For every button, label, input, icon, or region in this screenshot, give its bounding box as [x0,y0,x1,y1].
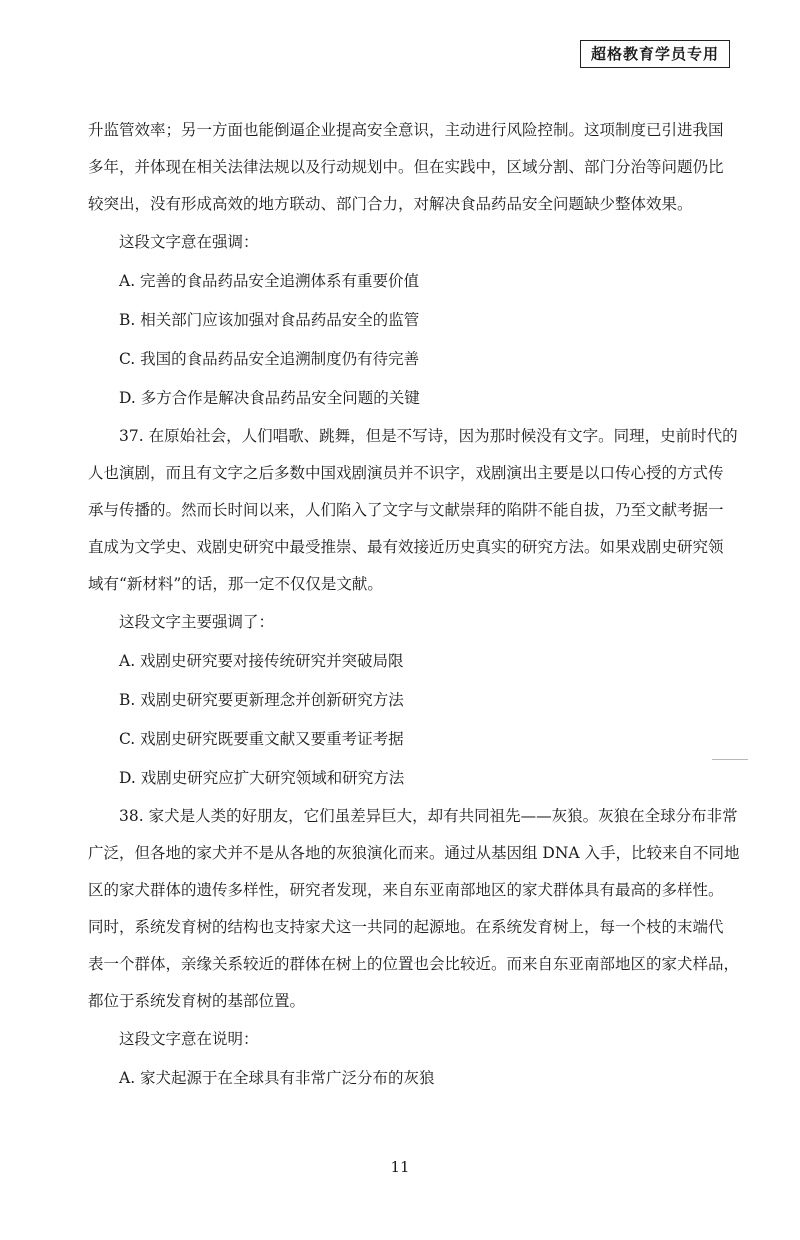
exam-page-content [88,112,752,1098]
passage-line: 37. 在原始社会，人们唱歌、跳舞，但是不写诗，因为那时候没有文字。同理，史前时代的 [119,427,738,445]
passage-line: 同时，系统发育树的结构也支持家犬这一共同的起源地。在系统发育树上，每一个枝的末端代 [88,918,724,936]
passage-line: 表一个群体，亲缘关系较近的群体在树上的位置也会比较近。而来自东亚南部地区的家犬样品， [88,955,740,973]
passage-line: 升监管效率；另一方面也能倒逼企业提高安全意识，主动进行风险控制。这项制度已引进我国 [88,121,724,139]
question-38-passage [88,798,752,1020]
passage-line: 人也演剧，而且有文字之后多数中国戏剧演员并不识字，戏剧演出主要是以口传心授的方式传 [88,464,724,482]
scan-mark [712,759,748,760]
option-b: B. 戏剧史研究要更新理念并创新研究方法 [119,691,404,709]
passage-line: 承与传播的。然而长时间以来，人们陷入了文字与文献崇拜的陷阱不能自拔，乃至文献考据一 [88,501,724,519]
option-d: D. 戏剧史研究应扩大研究领域和研究方法 [119,769,405,787]
passage-line: 多年，并体现在相关法律法规以及行动规划中。但在实践中，区域分割、部门分治等问题仍比 [88,158,724,176]
page-number: 11 [390,1158,410,1176]
passage-line: 域有“新材料”的话，那一定不仅仅是文献。 [88,575,383,593]
passage-line: 较突出，没有形成高效的地方联动、部门合力，对解决食品药品安全问题缺少整体效果。 [88,195,693,213]
option-a: A. 完善的食品药品安全追溯体系有重要价值 [119,272,420,290]
option-a: A. 家犬起源于在全球具有非常广泛分布的灰狼 [119,1069,435,1087]
option-c: C. 戏剧史研究既要重文献又要重考证考据 [119,730,404,748]
passage-line: 38. 家犬是人类的好朋友，它们虽差异巨大，却有共同祖先——灰狼。灰狼在全球分布非常 [119,807,738,825]
option-d: D. 多方合作是解决食品药品安全问题的关键 [119,389,420,407]
option-b: B. 相关部门应该加强对食品药品安全的监管 [119,311,420,329]
passage-line: 区的家犬群体的遗传多样性，研究者发现，来自东亚南部地区的家犬群体具有最高的多样性。 [88,881,724,899]
question-prompt: 这段文字意在强调： [119,233,259,251]
question-prompt: 这段文字意在说明： [119,1030,259,1048]
question-37-passage [88,418,752,603]
question-prompt: 这段文字主要强调了： [119,613,275,631]
option-a: A. 戏剧史研究要对接传统研究并突破局限 [119,652,404,670]
passage-line: 都位于系统发育树的基部位置。 [88,992,306,1010]
passage-line: 直成为文学史、戏剧史研究中最受推崇、最有效接近历史真实的研究方法。如果戏剧史研究领 [88,538,724,556]
continuation-passage [88,112,752,223]
student-only-stamp: 超格教育学员专用 [580,40,730,68]
passage-line: 广泛，但各地的家犬并不是从各地的灰狼演化而来。通过从基因组 DNA 入手，比较来自不同地 [88,844,740,862]
option-c: C. 我国的食品药品安全追溯制度仍有待完善 [119,350,420,368]
